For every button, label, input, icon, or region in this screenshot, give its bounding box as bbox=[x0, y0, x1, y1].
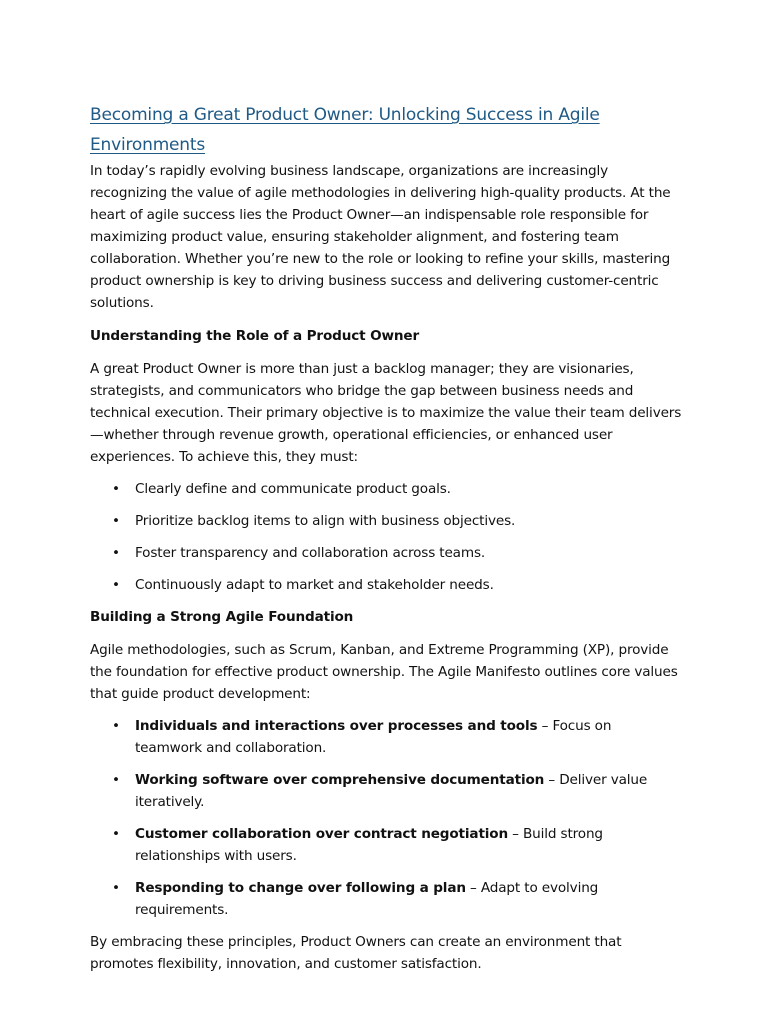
list-item bbox=[135, 715, 682, 759]
list-item bbox=[135, 877, 682, 921]
role-bullet-list bbox=[90, 478, 682, 596]
value-term: Customer collaboration over contract negotiation bbox=[135, 826, 509, 842]
list-item bbox=[135, 823, 682, 867]
list-item bbox=[135, 769, 682, 813]
value-description: – Build strong relationships with users. bbox=[135, 826, 603, 864]
closing-paragraph: By embracing these principles, Product Owners can create an environment that promotes flexibility, innovation, and customer satisfaction. bbox=[90, 934, 622, 972]
value-term: Working software over comprehensive documentation bbox=[135, 772, 545, 788]
section-heading-foundation: Building a Strong Agile Foundation bbox=[90, 609, 354, 625]
document-page bbox=[90, 100, 682, 975]
value-description: – Adapt to evolving requirements. bbox=[135, 880, 599, 918]
foundation-paragraph: Agile methodologies, such as Scrum, Kanban, and Extreme Programming (XP), provide the foundation for effective product ownership. The Agile Manifesto outlines core values that guide product development: bbox=[90, 642, 678, 702]
intro-paragraph: In today’s rapidly evolving business landscape, organizations are increasingly recognizing the value of agile methodologies in delivering high-quality products. At the heart of agile success lies the Product Owner—an indispensable role responsible for maximizing product value, ensuring stakeholder alignment, and fostering team collaboration. Whether you’re new to the role or looking to refine your skills, mastering product ownership is key to driving business success and delivering customer-centric solutions. bbox=[90, 163, 671, 311]
agile-values-list bbox=[90, 715, 682, 921]
value-term: Individuals and interactions over processes and tools bbox=[135, 718, 538, 734]
value-term: Responding to change over following a plan bbox=[135, 880, 466, 896]
list-item: • Prioritize backlog items to align with business objectives. bbox=[135, 510, 682, 532]
value-description: – Focus on teamwork and collaboration. bbox=[135, 718, 612, 756]
role-paragraph: A great Product Owner is more than just a backlog manager; they are visionaries, strategists, and communicators who bridge the gap between business needs and technical execution. Their primary objective is to maximize the value their team delivers—whether through revenue growth, operational efficiencies, or enhanced user experiences. To achieve this, they must: bbox=[90, 361, 682, 465]
list-item: • Continuously adapt to market and stakeholder needs. bbox=[135, 574, 682, 596]
section-heading-role: Understanding the Role of a Product Owner bbox=[90, 328, 420, 344]
article-title[interactable]: Becoming a Great Product Owner: Unlocking Success in Agile Environments bbox=[90, 105, 600, 155]
list-item: • Foster transparency and collaboration across teams. bbox=[135, 542, 682, 564]
value-description: – Deliver value iteratively. bbox=[135, 772, 648, 810]
list-item: • Clearly define and communicate product goals. bbox=[135, 478, 682, 500]
